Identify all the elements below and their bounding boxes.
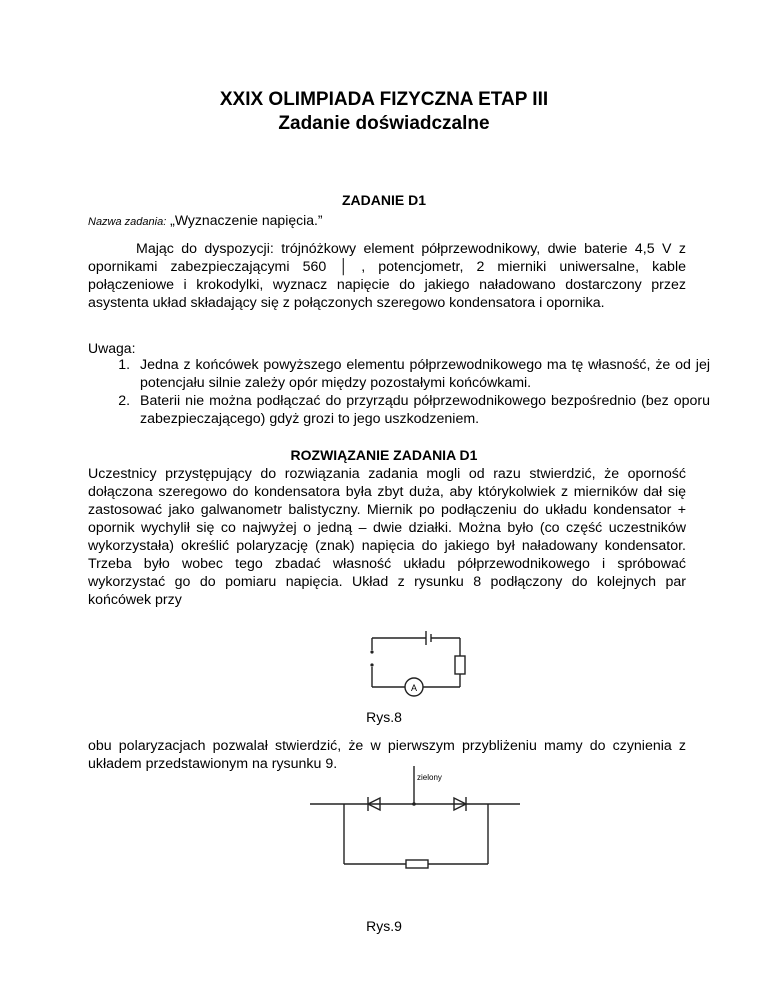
task-name-label: Nazwa zadania:	[88, 216, 167, 228]
notes-list	[110, 356, 710, 428]
figure-9-caption: Rys.9	[366, 918, 402, 934]
note-label: Uwaga:	[88, 340, 136, 356]
document-subtitle: Zadanie doświadczalne	[278, 113, 490, 134]
task-name-line	[88, 212, 323, 228]
task-heading: ZADANIE D1	[341, 192, 426, 208]
task-intro-paragraph: Mając do dyspozycji: trójnóżkowy element półprzewodnikowy, dwie baterie 4,5 V z opornikami zabezpieczającymi 560 │ , potencjometr, 2 mierniki uniwersalne, kable połączeniowe i krokodylki, wyznacz napięcie do jakiego naładowano dostarczony przez asystenta układ składający się z połączonych szeregowo kondensatora i opornika.	[88, 241, 686, 311]
solution-paragraph-2: obu polaryzacjach pozwalał stwierdzić, że w pierwszym przybliżeniu mamy do czynienia z układem przedstawionym na rysunku 9.	[88, 738, 686, 772]
note-item: 2. Baterii nie można podłączać do przyrządu półprzewodnikowego bezpośrednio (bez oporu zabezpieczającego) gdyż grozi to jego uszkodzeniem.	[134, 392, 710, 428]
solution-heading: ROZWIĄZANIE ZADANIA D1	[290, 447, 478, 463]
solution-paragraph-1: Uczestnicy przystępujący do rozwiązania zadania mogli od razu stwierdzić, że oporność dołączona szeregowo do kondensatora była zbyt duża, aby którykolwiek z mierników dał się zastosować jako galwanometr balistyczny. Miernik po podłączeniu do układu kondensator + opornik wychylił się co najwyżej o jedną – dwie działki. Można było (co część uczestników wykorzystała) określić polaryzację (znak) napięcia do jakiego był naładowany kondensator. Trzeba było wobec tego zbadać własność układu półprzewodnikowego i spróbować wykorzystać go do pomiaru napięcia. Układ z rysunku 8 podłączony do kolejnych par końcówek przy	[88, 466, 686, 608]
ammeter-symbol: A	[410, 683, 418, 693]
figure-8-caption: Rys.8	[366, 709, 402, 725]
figure-9-circuit-diagram	[310, 773, 520, 878]
task-name-value: „Wyznaczenie napięcia.”	[170, 212, 323, 228]
document-title: XXIX OLIMPIADA FIZYCZNA ETAP III	[219, 89, 549, 110]
terminal-label: zielony	[417, 773, 442, 782]
figure-8-circuit-diagram	[364, 628, 484, 708]
note-item: 1. Jedna z końcówek powyższego elementu półprzewodnikowego ma tę własność, że od jej potencjału silnie zależy opór między pozostałymi końcówkami.	[134, 356, 710, 392]
